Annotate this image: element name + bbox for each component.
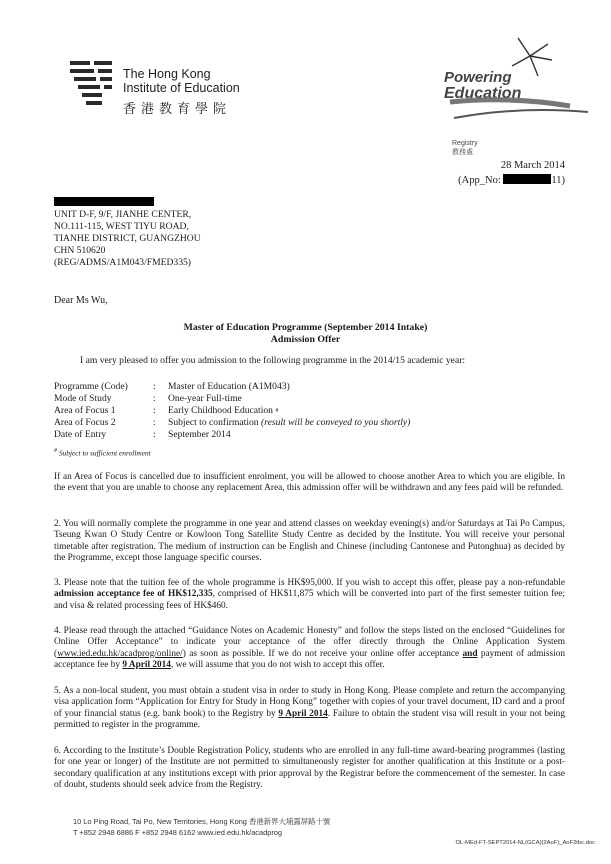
registry-label: Registry 教務處 (452, 140, 478, 156)
sparkle-icon (512, 38, 552, 76)
programme-row: Mode of Study : One-year Full-time (54, 393, 242, 404)
institution-logo (68, 57, 258, 123)
programme-row: Date of Entry : September 2014 (54, 429, 231, 440)
salutation: Dear Ms Wu, (54, 295, 108, 306)
redacted-name-block (54, 197, 154, 206)
letter-date: 28 March 2014 (500, 160, 565, 171)
address-line: NO.111-115, WEST TIYU ROAD, (54, 221, 189, 232)
address-line: TIANHE DISTRICT, GUANGZHOU (54, 233, 201, 244)
institution-name-zh: 香港教育學院 (123, 102, 232, 117)
paragraph-6-double-registration: 6. According to the Institute’s Double Registration Policy, students who are enrolled in any full-time award-bearing programmes (lasting for one year or longer) of the Institute are not permitted to simultaneously register for another qualification at this Institute or a post-secondary qualification at any institutions except with prior approval by the Registrar before the commencement of the semester. In case of doubt, students should seek advice from the Registry. (54, 746, 565, 791)
paragraph-area-cancellation: If an Area of Focus is cancelled due to insufficient enrolment, you will be allowed to choose another Area to which you are eligible. In the event that you are unable to choose any replacement Area, this admission offer will be withdrawn and any fees paid will be refunded. (54, 472, 565, 494)
paragraph-4-acceptance: 4. Please read through the attached “Guidance Notes on Academic Honesty” and follow the steps listed on the enclosed “Guidelines for Online Offer Acceptance” to indicate your acceptance of the offer directly through the Online Application System (www.ied.edu.hk/acadprog/online/) as soon as possible. If we do not receive your online offer acceptance and payment of admission acceptance fee by 9 April 2014, we will assume that you do not wish to accept this offer. (54, 626, 566, 671)
programme-row: Area of Focus 1 : Early Childhood Education # (54, 405, 279, 416)
paragraph-2-schedule: 2. You will normally complete the programme in one year and attend classes on weekday evening(s) and/or Saturdays at Tai Po Campus, Tseung Kwan O Study Centre or Kowloon Tong Satellite Study Centre as decided by the Institute. You will receive your personal timetable after registration. The medium of instruction can be English and Chinese (including Cantonese and Putonghua) as decided by the Programme, except those language specific courses. (54, 519, 565, 564)
footer-address: 10 Lo Ping Road, Tai Po, New Territories, Hong Kong 香港新界大埔露屏路十號 T +852 2948 6886 F +852 2948 6162 www.ied.edu.hk/acadprog (73, 817, 331, 837)
programme-row: Area of Focus 2 : Subject to confirmation (result will be conveyed to you shortly) (54, 417, 411, 428)
institution-name-en: The Hong Kong Institute of Education (123, 67, 240, 95)
address-line: UNIT D-F, 9/F, JIANHE CENTER, (54, 209, 192, 220)
powering-education-logo (420, 36, 590, 128)
intro-text: I am very pleased to offer you admission to the following programme in the 2014/15 academic year: (80, 355, 466, 366)
hkied-emblem-icon (68, 57, 116, 107)
footnote: # Subject to sufficient enrollment (54, 448, 151, 458)
online-application-link[interactable]: www.ied.edu.hk/acadprog/online/ (57, 648, 183, 659)
programme-details (54, 381, 410, 441)
application-number: (App_No: 11) (458, 175, 565, 186)
recipient-address (54, 197, 201, 269)
address-line: CHN 510620 (54, 245, 106, 256)
paragraph-5-visa: 5. As a non-local student, you must obtain a student visa in order to study in Hong Kong. Please complete and return the accompanying visa application form “Application for Entry for Study in Hong Kong” together with copies of your travel document, ID card and a proof of your financial status (e.g. bank book) to the Registry by 9 April 2014. Failure to obtain the student visa will result in your not being permitted to register in the programme. (54, 686, 565, 731)
slogan-powering: Powering (444, 69, 512, 86)
programme-row: Programme (Code) : Master of Education (A1M043) (54, 381, 290, 392)
reference-number: (REG/ADMS/A1M043/FMED335) (54, 257, 191, 268)
paragraph-3-fees: 3. Please note that the tuition fee of the whole programme is HK$95,000. If you wish to accept this offer, please pay a non-refundable admission acceptance fee of HK$12,335, comprised of HK$11,875 which will be converted into part of the first semester tuition fee; and visa & related processing fees of HK$460. (54, 578, 566, 611)
document-code: OL-MEd-FT-SEPT2014-NL(GCA)(2AoF)_AoF2tbc.doc (455, 840, 595, 846)
redaction-block (503, 174, 551, 184)
slogan-education: Education (444, 85, 522, 102)
letter-title: Master of Education Programme (September 2014 Intake) Admission Offer (183, 322, 428, 345)
